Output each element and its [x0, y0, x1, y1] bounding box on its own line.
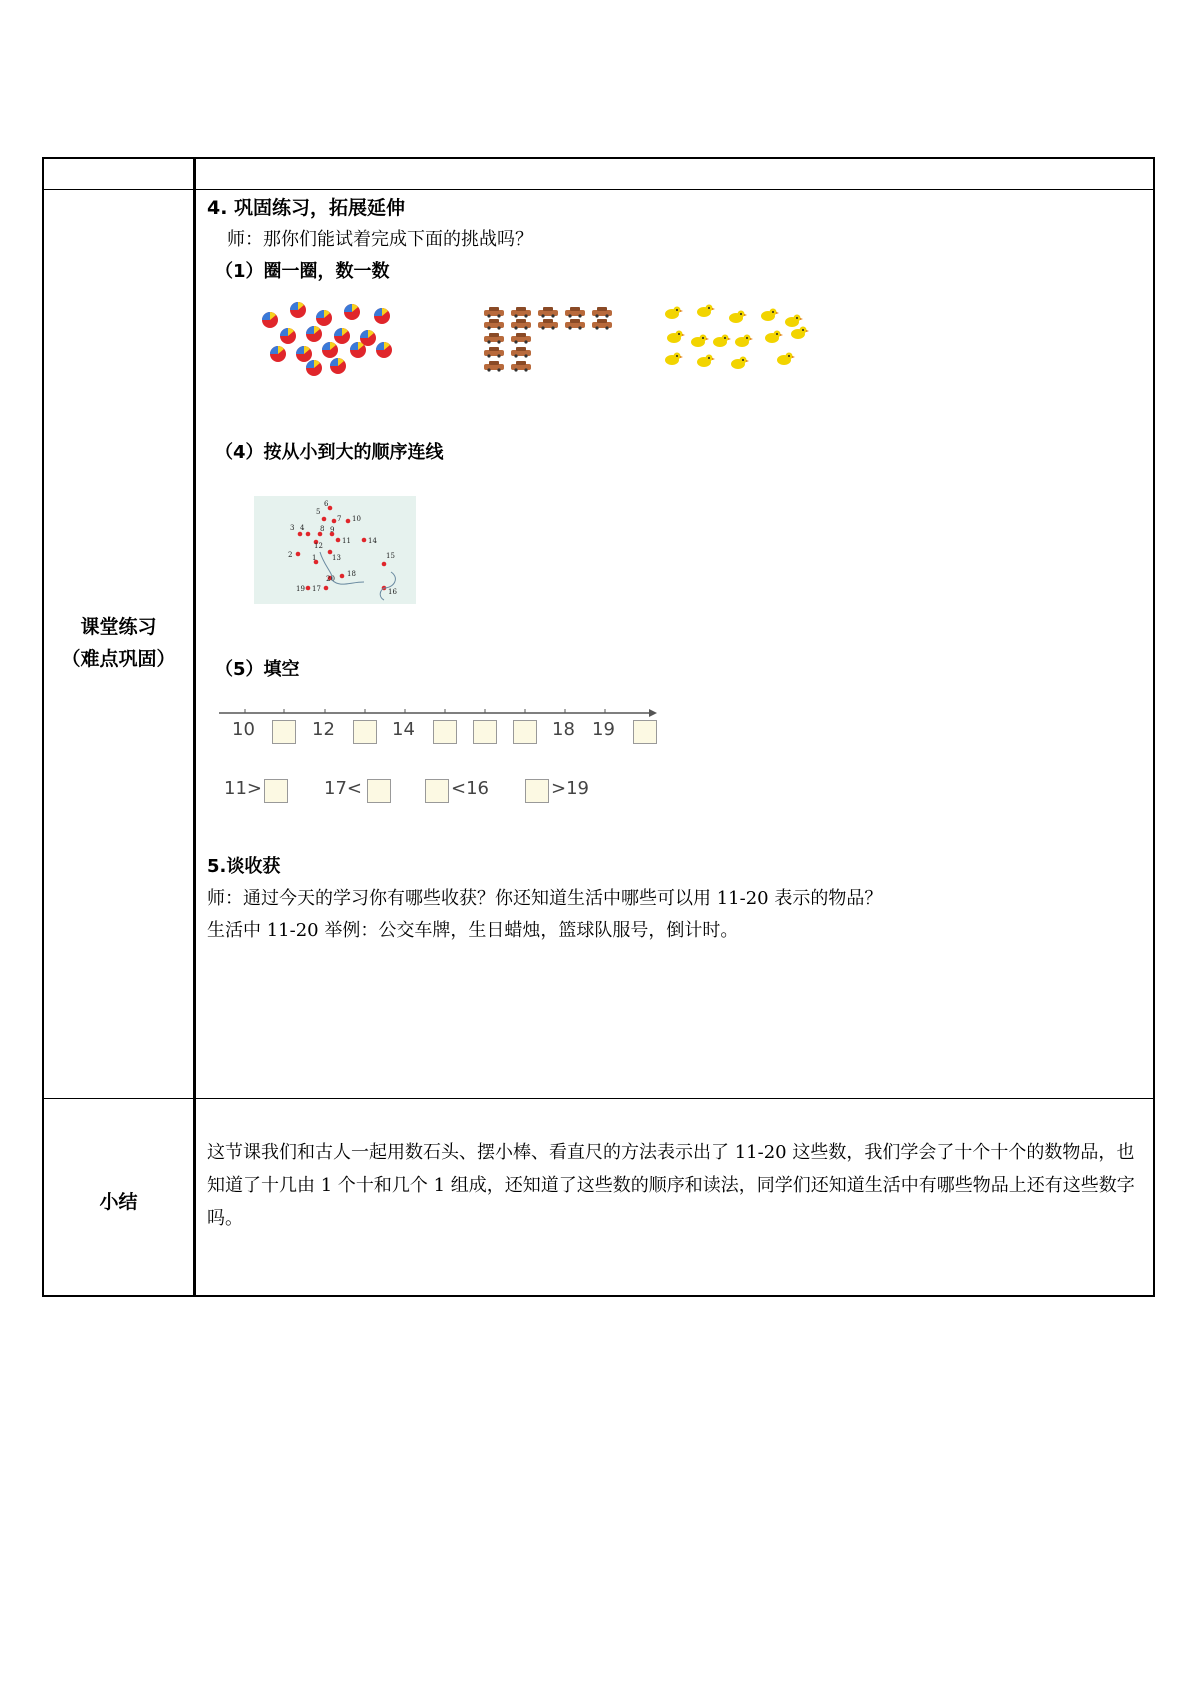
car-icon	[484, 347, 504, 358]
row-divider-top	[44, 189, 1153, 190]
car-icon	[565, 319, 585, 330]
ball-icon	[270, 346, 286, 362]
connect-dots-picture	[254, 496, 416, 604]
ball-icon	[334, 328, 350, 344]
car-icon	[511, 319, 531, 330]
ball-icon	[262, 312, 278, 328]
dot-number: 16	[388, 588, 397, 596]
dot-marker	[322, 517, 327, 522]
counting-pictures	[254, 296, 874, 386]
dot-marker	[306, 586, 311, 591]
dot-marker	[332, 519, 337, 524]
dot-number: 1	[312, 554, 317, 562]
chick-icon	[667, 331, 685, 344]
tick-18: 18	[552, 719, 575, 740]
chick-icon	[791, 327, 809, 340]
dot-number: 19	[296, 585, 305, 593]
car-icon	[484, 333, 504, 344]
question-4-block	[207, 437, 1147, 469]
summary-label: 小结	[99, 1191, 138, 1213]
dot-number: 7	[337, 515, 342, 523]
dot-marker	[296, 552, 301, 557]
chick-icon	[765, 331, 783, 344]
section5-heading: 5.谈收获	[207, 856, 281, 877]
blank-box[interactable]	[525, 779, 549, 803]
blank-box[interactable]	[513, 720, 537, 744]
chick-icon	[761, 309, 779, 322]
tick-10: 10	[232, 719, 255, 740]
dot-marker	[324, 586, 329, 591]
teacher-question: 师：那你们能试着完成下面的挑战吗？	[227, 229, 533, 250]
dot-number: 15	[386, 552, 395, 560]
car-icon	[511, 361, 531, 372]
dot-number: 2	[288, 551, 293, 559]
car-icon	[484, 319, 504, 330]
comparison-3-text: <16	[451, 778, 489, 799]
ball-icon	[330, 358, 346, 374]
dot-number: 11	[342, 537, 351, 545]
chick-icon	[729, 311, 747, 324]
summary-text: 这节课我们和古人一起用数石头、摆小棒、看直尺的方法表示出了 11-20 这些数，我们学会了十个十个的数物品，也知道了十几由 1 个十和几个 1 组成，还知道了这些数的顺序和读法，同学们还知道生活中有哪些物品上还有这些数字吗。	[207, 1142, 1135, 1229]
tick-12: 12	[312, 719, 335, 740]
dot-number: 9	[330, 526, 335, 534]
ball-icon	[322, 342, 338, 358]
car-icon	[511, 333, 531, 344]
blank-box[interactable]	[353, 720, 377, 744]
question-1-title: （1）圈一圈，数一数	[215, 261, 390, 282]
cars-group	[484, 307, 612, 372]
car-icon	[538, 319, 558, 330]
chick-icon	[665, 353, 683, 366]
dot-marker	[340, 574, 345, 579]
dot-marker	[298, 532, 303, 537]
question-4-title: （4）按从小到大的顺序连线	[215, 442, 444, 463]
number-line-axis	[219, 706, 659, 718]
dot-number: 14	[368, 537, 377, 545]
car-icon	[511, 347, 531, 358]
dot-number: 10	[352, 515, 361, 523]
dot-marker	[382, 562, 387, 567]
car-icon	[565, 307, 585, 318]
dot-number: 6	[324, 500, 329, 508]
dot-marker	[346, 519, 351, 524]
comparison-2-text: 17<	[324, 778, 362, 799]
chicks-group	[665, 305, 809, 370]
dot-number: 13	[332, 554, 341, 562]
section4-heading: 4. 巩固练习，拓展延伸	[207, 197, 406, 219]
chick-icon	[713, 335, 731, 348]
chick-icon	[735, 335, 753, 348]
car-icon	[592, 307, 612, 318]
chick-icon	[785, 315, 803, 328]
ball-icon	[306, 326, 322, 342]
car-icon	[592, 319, 612, 330]
section5-line1: 师：通过今天的学习你有哪些收获？你还知道生活中哪些可以用 11-20 表示的物品？	[207, 888, 883, 909]
ball-icon	[296, 346, 312, 362]
balls-group	[262, 302, 392, 376]
tick-19: 19	[592, 719, 615, 740]
blank-box[interactable]	[367, 779, 391, 803]
ball-icon	[374, 308, 390, 324]
ball-icon	[350, 342, 366, 358]
chick-icon	[777, 353, 795, 366]
chick-icon	[697, 355, 715, 368]
dot-marker	[362, 538, 367, 543]
blank-box[interactable]	[264, 779, 288, 803]
ball-icon	[376, 342, 392, 358]
practice-content	[207, 192, 1147, 288]
blank-box[interactable]	[425, 779, 449, 803]
blank-box[interactable]	[633, 720, 657, 744]
blank-box[interactable]	[272, 720, 296, 744]
dot-number: 12	[314, 542, 323, 550]
section5-line2: 生活中 11-20 举例：公交车牌，生日蜡烛，篮球队服号，倒计时。	[207, 920, 739, 941]
dot-number: 4	[300, 524, 305, 532]
chick-icon	[691, 335, 709, 348]
blank-box[interactable]	[473, 720, 497, 744]
practice-label: 课堂练习 （难点巩固）	[61, 616, 176, 670]
ball-icon	[280, 328, 296, 344]
comparisons-row	[219, 776, 719, 806]
dot-number: 3	[290, 524, 295, 532]
blank-box[interactable]	[433, 720, 457, 744]
ball-icon	[344, 304, 360, 320]
dot-number: 18	[347, 570, 356, 578]
tick-14: 14	[392, 719, 415, 740]
dot-number: 17	[312, 585, 321, 593]
car-icon	[511, 307, 531, 318]
question-5-block	[207, 654, 1147, 686]
comparison-1-text: 11>	[224, 778, 262, 799]
chick-icon	[665, 307, 683, 320]
column-divider	[193, 159, 196, 1295]
chick-icon	[697, 305, 715, 318]
dot-marker	[306, 532, 311, 537]
section5-block	[207, 851, 1147, 947]
dot-number: 20	[326, 575, 335, 583]
comparison-4-text: >19	[551, 778, 589, 799]
car-icon	[538, 307, 558, 318]
chick-icon	[731, 357, 749, 370]
car-icon	[484, 361, 504, 372]
ball-icon	[316, 310, 332, 326]
dot-marker	[336, 538, 341, 543]
question-5-title: （5）填空	[215, 659, 300, 680]
ball-icon	[306, 360, 322, 376]
dot-number: 8	[320, 525, 325, 533]
number-line	[219, 706, 659, 746]
ball-icon	[290, 302, 306, 318]
row-divider-middle	[44, 1098, 1153, 1099]
dot-number: 5	[316, 508, 321, 516]
lesson-table	[42, 157, 1155, 1297]
car-icon	[484, 307, 504, 318]
